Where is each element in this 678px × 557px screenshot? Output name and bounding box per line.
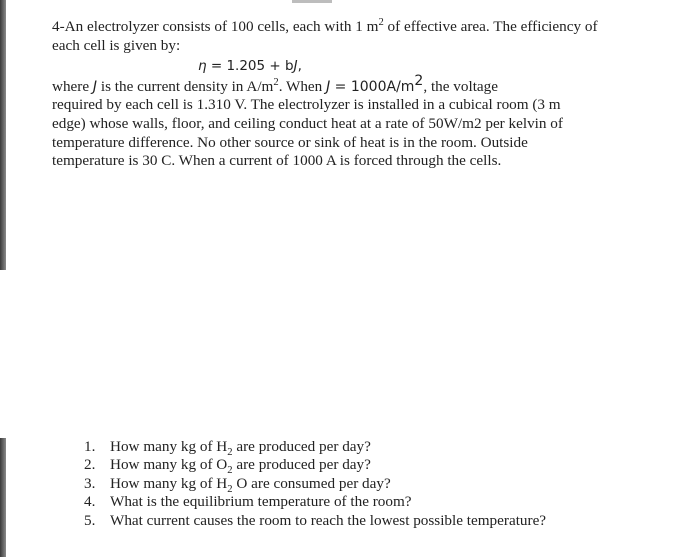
problem-line-1: 4-An electrolyzer consists of 100 cells, each with 1 $m^2$ of effective area. The efficiency of: [52, 16, 598, 35]
problem-line-4: required by each cell is 1.310 V. The electrolyzer is installed in a cubical room (3 m: [52, 96, 561, 114]
question-item: 5. What current causes the room to reach the lowest possible temperature?: [84, 511, 547, 529]
problem-line-3: where J is the current density in $A/m^2$. When $J = 1000A/m^2$, the voltage: [52, 72, 498, 95]
question-item: 3. How many kg of $H_2$ O are consumed per day?: [84, 474, 391, 495]
efficiency-formula: η = 1.205 + bJ,: [198, 58, 302, 75]
page-edge-shadow-bottom: [0, 438, 6, 557]
problem-line-7: temperature is 30 C. When a current of 1000 A is forced through the cells.: [52, 152, 502, 170]
problem-line-2: each cell is given by:: [52, 36, 181, 54]
page-edge-shadow-top: [0, 0, 6, 270]
question-item: 2. How many kg of $O_2$ are produced per day?: [84, 456, 371, 477]
question-list: [84, 438, 644, 530]
problem-statement: [52, 18, 658, 171]
question-item: 1. How many kg of $H_2$ are produced per day?: [84, 438, 371, 459]
cropped-text-fragment: [292, 0, 332, 3]
problem-line-5: edge) whose walls, floor, and ceiling conduct heat at a rate of 50W/m2 per kelvin of: [52, 114, 563, 132]
problem-line-6: temperature difference. No other source or sink of heat is in the room. Outside: [52, 133, 528, 151]
question-item: 4. What is the equilibrium temperature of the room?: [84, 493, 412, 511]
